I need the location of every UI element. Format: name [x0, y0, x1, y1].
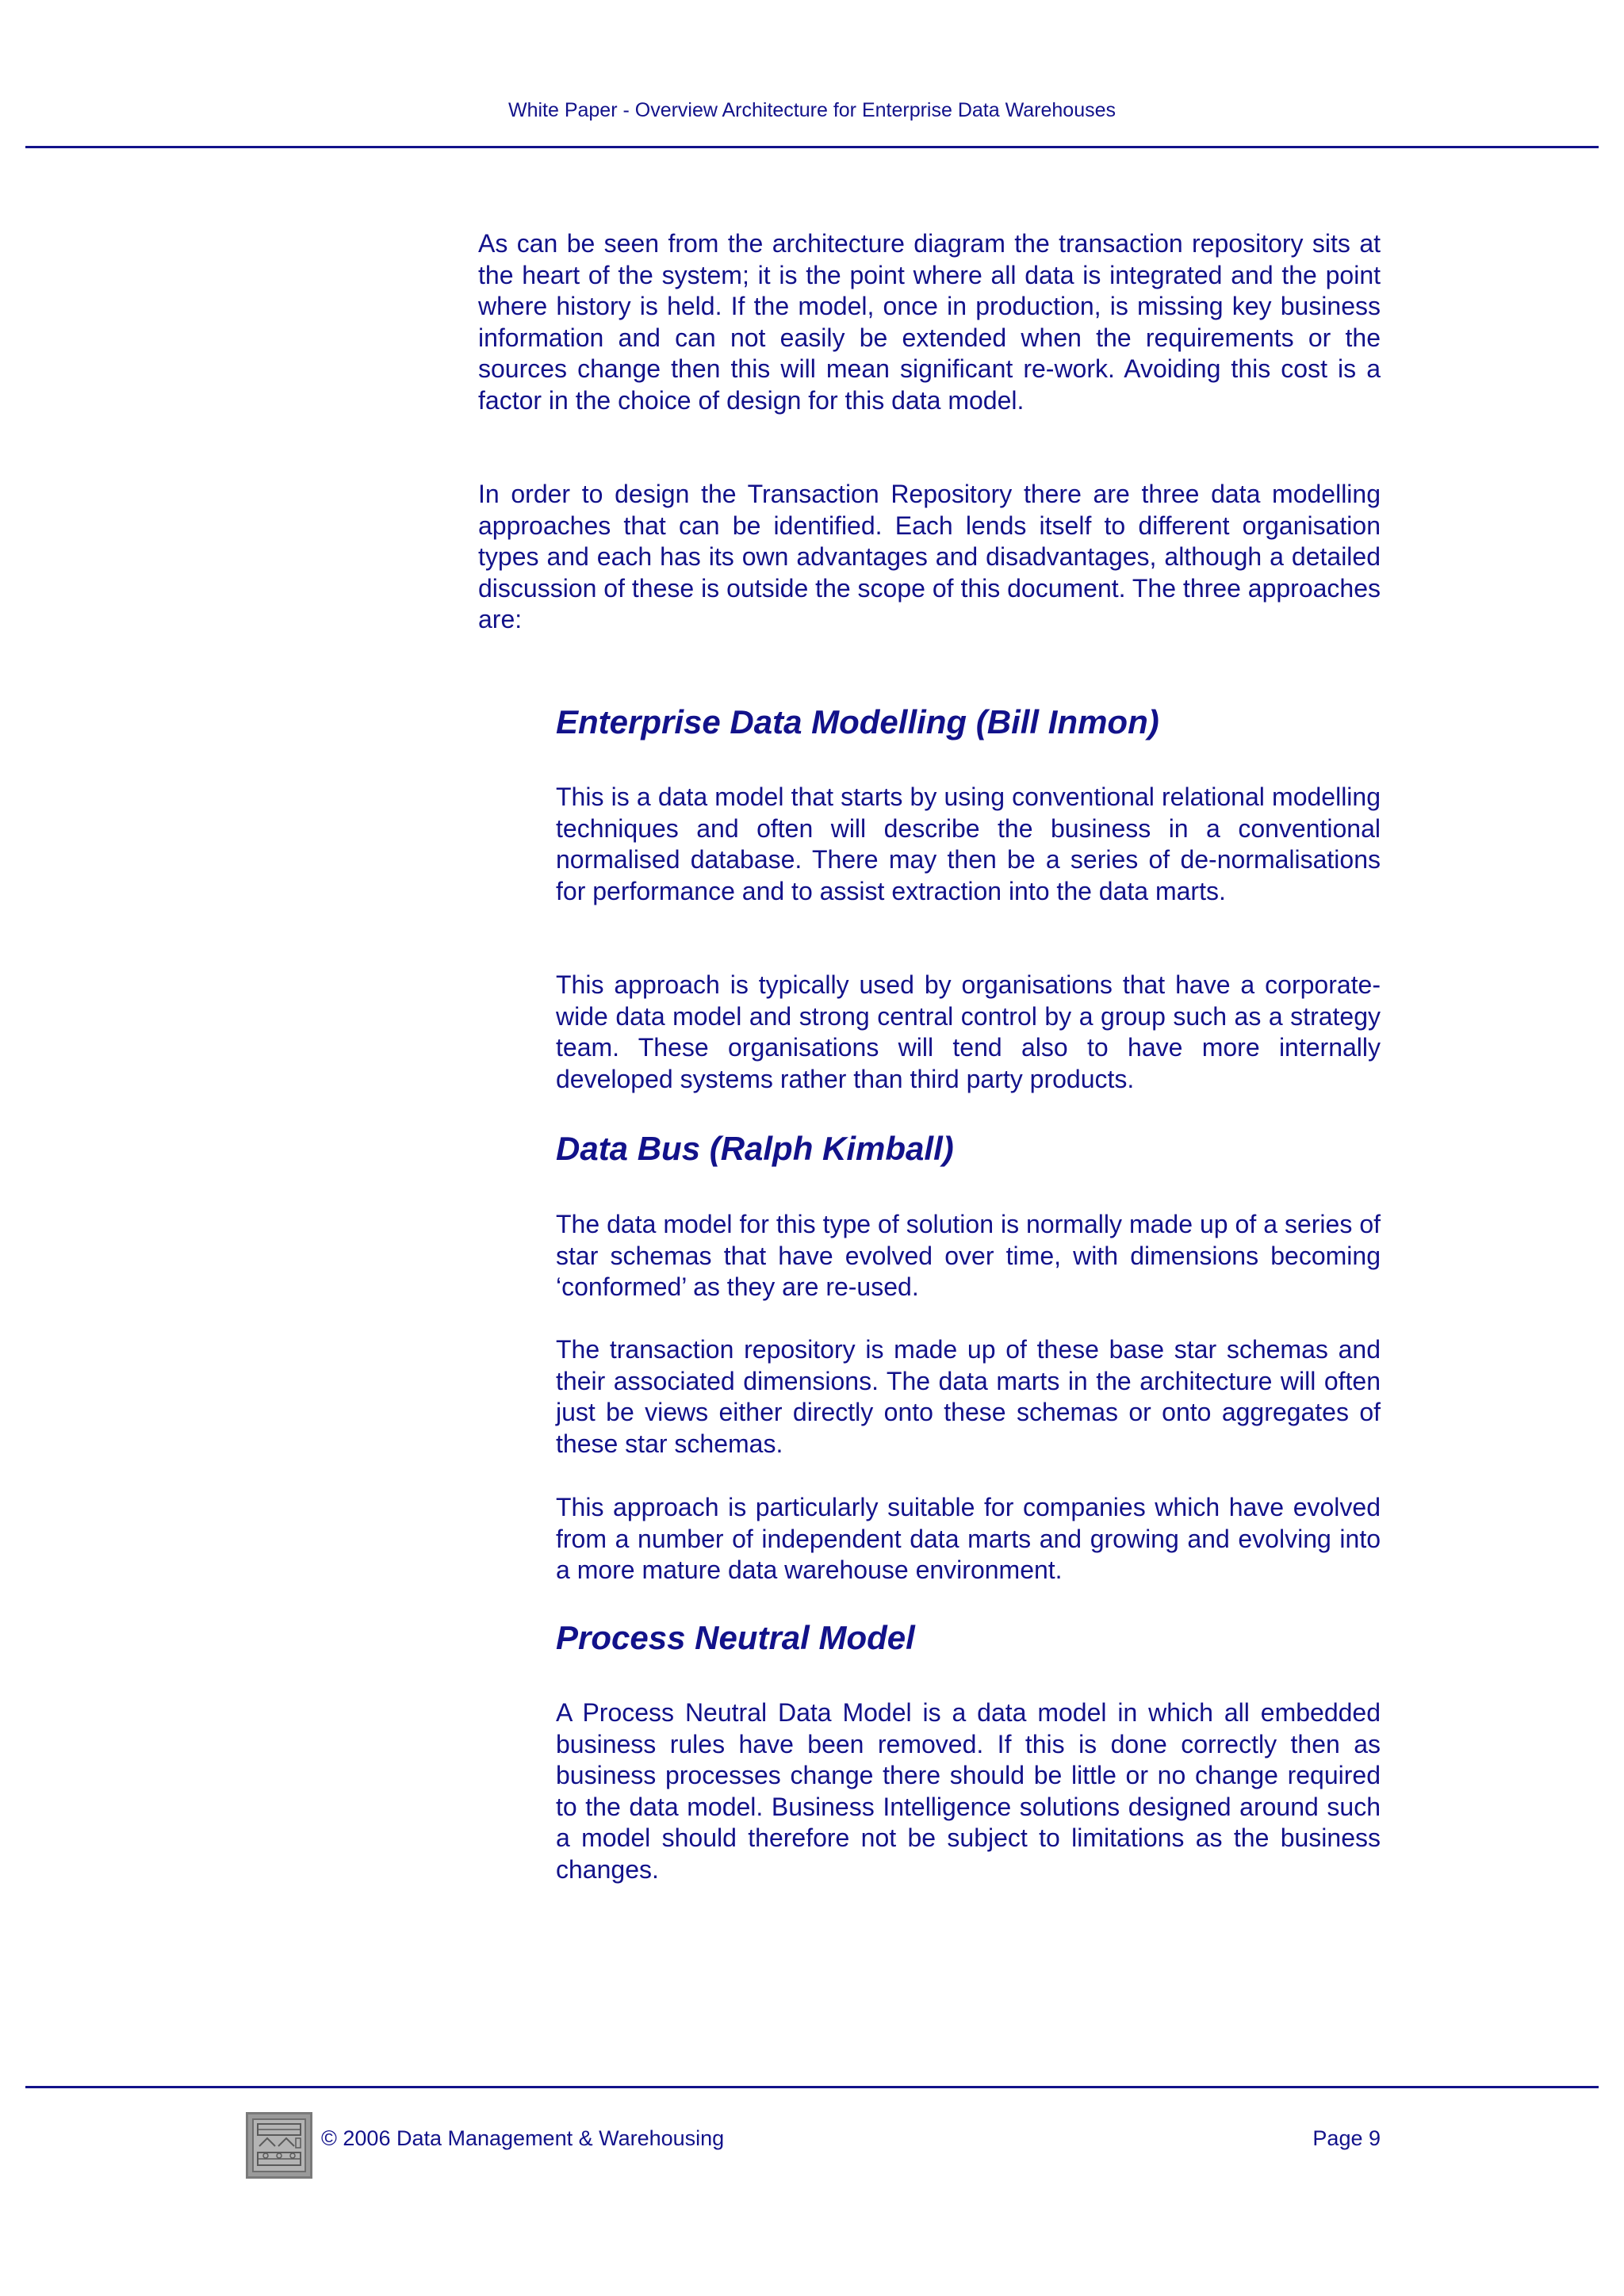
section-paragraph: This is a data model that starts by using conventional relational modelling techniques and often will describe the business in a conventional normalised database. There may then be a series of de-normalisations for performance and to assist extraction into the data marts. — [556, 783, 1381, 905]
section-heading-block — [556, 1618, 1381, 1658]
section-heading-block — [556, 702, 1381, 742]
intro-paragraph: In order to design the Transaction Repository there are three data modelling approaches that can be identified. Each lends itself to different organisation types and each has its own advantages and disadvantages, although a detailed discussion of these is outside the scope of this document. The three approaches are: — [478, 480, 1381, 634]
footer-copyright: © 2006 Data Management & Warehousing — [321, 2126, 725, 2150]
intro-paragraph-2-block — [478, 479, 1381, 636]
section-heading: Process Neutral Model — [556, 1619, 915, 1656]
section-paragraph: The transaction repository is made up of these base star schemas and their associated dimensions. The data marts in the architecture will often just be views either directly onto these schemas or onto aggregates of these star schemas. — [556, 1335, 1381, 1458]
section-heading: Data Bus (Ralph Kimball) — [556, 1130, 954, 1167]
intro-paragraph-1-block — [478, 228, 1381, 417]
header-title: White Paper - Overview Architecture for Enterprise Data Warehouses — [508, 99, 1116, 121]
section-paragraph-block — [556, 1492, 1381, 1586]
section-heading-block — [556, 1129, 1381, 1169]
section-paragraph: The data model for this type of solution is normally made up of a series of star schemas that have evolved over time, with dimensions becoming ‘conformed’ as they are re-used. — [556, 1210, 1381, 1302]
intro-paragraph: As can be seen from the architecture diagram the transaction repository sits at the heart of the system; it is the point where all data is integrated and the point where history is held. If the model, once in production, is missing key business information and can not easily be extended when the requirements or the sources change then this will mean significant re-work. Avoiding this cost is a factor in the choice of design for this data model. — [478, 229, 1381, 415]
section-paragraph: This approach is particularly suitable for companies which have evolved from a number of independent data marts and growing and evolving into a more mature data warehouse environment. — [556, 1493, 1381, 1585]
section-paragraph-block — [556, 1209, 1381, 1303]
section-paragraph-block — [556, 782, 1381, 907]
footer-rule — [25, 2086, 1599, 2088]
page-number: Page 9 — [1312, 2126, 1381, 2150]
section-paragraph-block — [556, 970, 1381, 1095]
company-logo-icon — [246, 2112, 312, 2179]
header-rule — [25, 146, 1599, 148]
section-heading: Enterprise Data Modelling (Bill Inmon) — [556, 703, 1159, 740]
section-paragraph-block — [556, 1697, 1381, 1886]
section-paragraph: This approach is typically used by organisations that have a corporate-wide data model and strong central control by a group such as a strategy team. These organisations will tend also to have more internally developed systems rather than third party products. — [556, 970, 1381, 1093]
section-paragraph-block — [556, 1334, 1381, 1460]
section-paragraph: A Process Neutral Data Model is a data model in which all embedded business rules have been removed. If this is done correctly then as business processes change there should be little or no change required to the data model. Business Intelligence solutions designed around such a model should therefore not be subject to limitations as the business changes. — [556, 1698, 1381, 1884]
